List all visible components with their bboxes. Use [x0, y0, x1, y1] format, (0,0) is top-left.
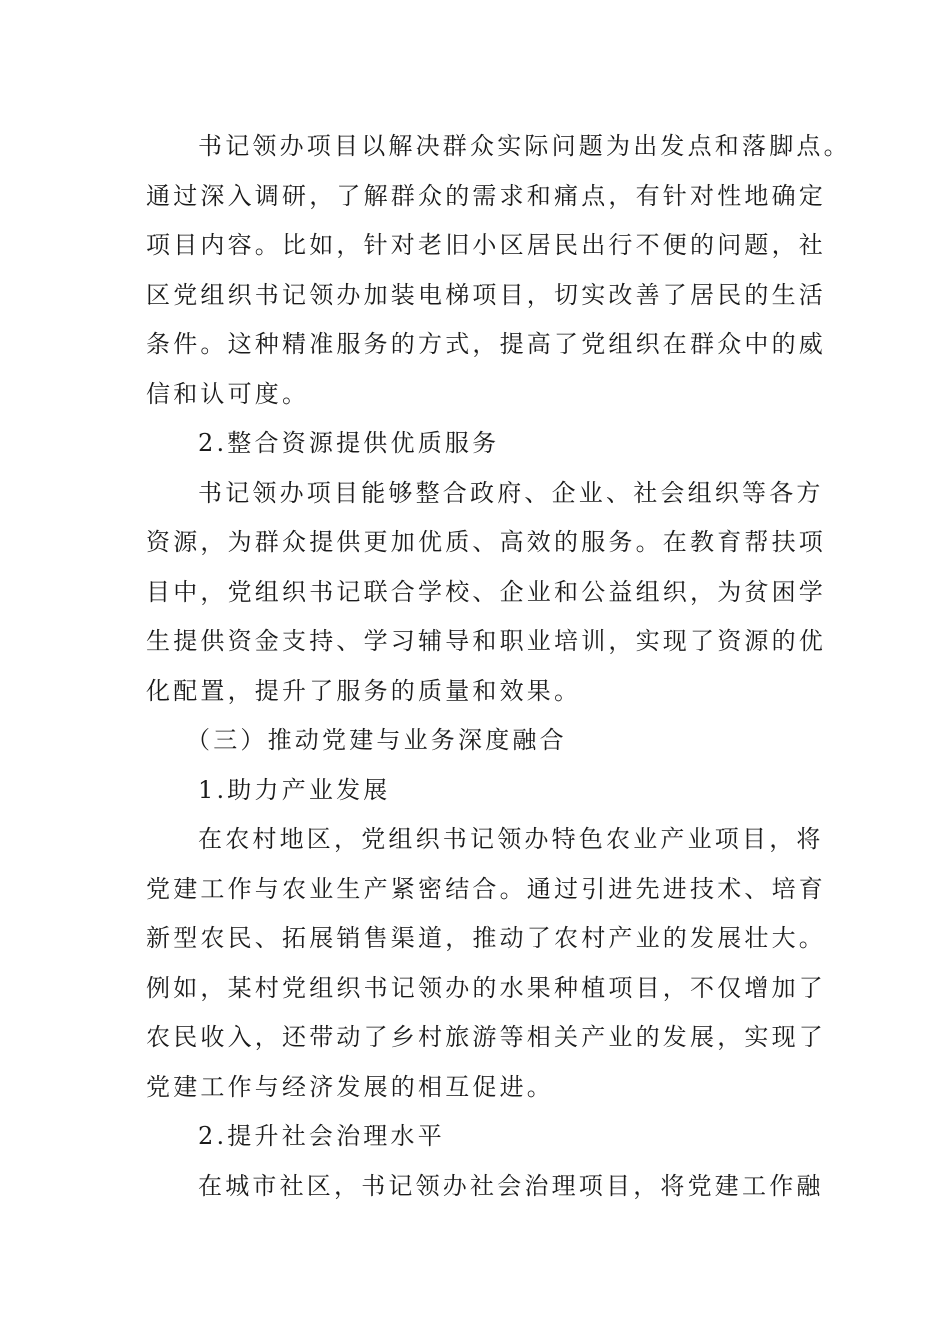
paragraph-line: 项目内容。比如，针对老旧小区居民出行不便的问题，社 [146, 231, 826, 259]
section-heading: 2.整合资源提供优质服务 [198, 429, 500, 457]
paragraph-line: 通过深入调研，了解群众的需求和痛点，有针对性地确定 [146, 181, 826, 210]
paragraph-line: 书记领办项目能够整合政府、企业、社会组织等各方 [198, 478, 824, 507]
paragraph-line: 在农村地区，党组织书记领办特色农业产业项目，将 [198, 825, 824, 853]
section-heading: 2.提升社会治理水平 [198, 1122, 445, 1150]
paragraph-line: 书记领办项目以解决群众实际问题为出发点和落脚点。 [198, 132, 851, 160]
paragraph-line: 党建工作与农业生产紧密结合。通过引进先进技术、培育 [146, 874, 826, 903]
paragraph-line: 条件。这种精准服务的方式，提高了党组织在群众中的威 [146, 330, 826, 358]
paragraph-line: 新型农民、拓展销售渠道，推动了农村产业的发展壮大。 [146, 924, 826, 952]
paragraph-line: 区党组织书记领办加装电梯项目，切实改善了居民的生活 [146, 280, 826, 309]
paragraph-line: 生提供资金支持、学习辅导和职业培训，实现了资源的优 [146, 627, 826, 655]
paragraph-line: 在城市社区，书记领办社会治理项目，将党建工作融 [198, 1171, 824, 1200]
paragraph-line: 化配置，提升了服务的质量和效果。 [146, 676, 582, 705]
paragraph-line: 信和认可度。 [146, 379, 310, 408]
chapter-heading: （三）推动党建与业务深度融合 [186, 726, 567, 754]
paragraph-line: 目中，党组织书记联合学校、企业和公益组织，为贫困学 [146, 577, 826, 606]
paragraph-line: 例如，某村党组织书记领办的水果种植项目，不仅增加了 [146, 973, 826, 1002]
paragraph-line: 资源，为群众提供更加优质、高效的服务。在教育帮扶项 [146, 528, 826, 556]
paragraph-line: 党建工作与经济发展的相互促进。 [146, 1072, 554, 1101]
document-body [146, 122, 851, 1211]
section-heading: 1.助力产业发展 [198, 775, 391, 804]
paragraph-line: 农民收入，还带动了乡村旅游等相关产业的发展，实现了 [146, 1023, 826, 1051]
